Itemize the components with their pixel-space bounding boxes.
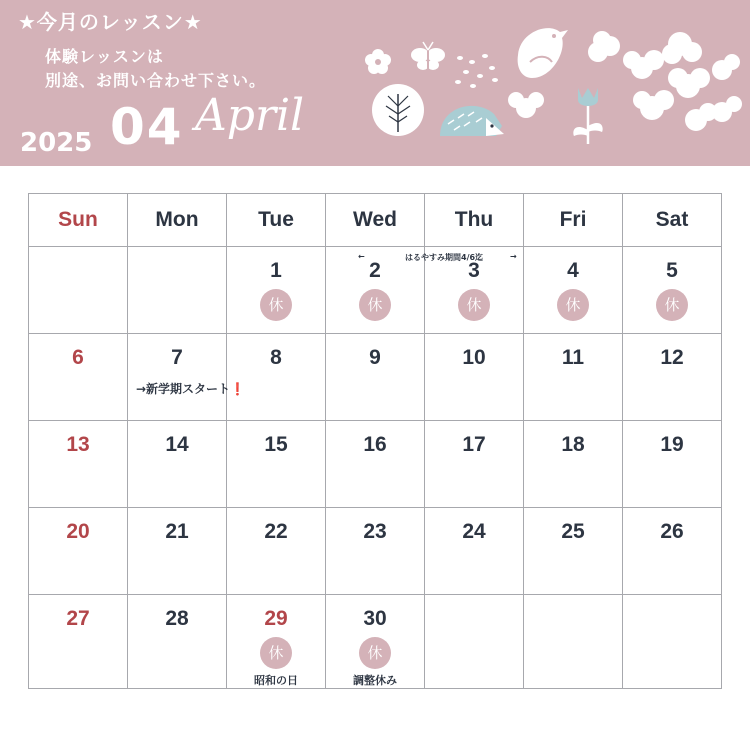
weekday-header-row	[29, 194, 722, 247]
day-number: 18	[561, 433, 585, 456]
day-number: 11	[561, 346, 585, 369]
day-number: 8	[270, 346, 282, 369]
bird-icon	[518, 28, 568, 78]
day-number: 1	[270, 259, 282, 282]
day-cell	[524, 247, 623, 334]
day-cell-empty	[524, 595, 623, 689]
day-cell	[227, 508, 326, 595]
day-number: 10	[462, 346, 486, 369]
day-cell	[326, 595, 425, 689]
day-cell-empty	[425, 595, 524, 689]
lesson-title: ★今月のレッスン★	[18, 10, 203, 34]
trial-note-line-1: 体験レッスンは	[45, 47, 164, 66]
weekday-header: Thu	[425, 194, 524, 247]
calendar-header	[0, 0, 750, 166]
seeds-icon	[455, 54, 498, 88]
day-number: 26	[660, 520, 684, 543]
day-cell	[227, 421, 326, 508]
day-cell	[623, 334, 722, 421]
closed-day-badge: 休	[656, 289, 688, 321]
day-number: 2	[369, 259, 381, 282]
day-number: 17	[462, 433, 486, 456]
holiday-name: 昭和の日	[254, 674, 298, 687]
day-number: 20	[66, 520, 90, 543]
month-number: 04	[110, 98, 184, 156]
day-number: 22	[264, 520, 288, 543]
day-number: 27	[66, 607, 90, 630]
day-number: 7	[171, 346, 183, 369]
day-cell	[524, 508, 623, 595]
day-cell	[623, 421, 722, 508]
weekday-header: Wed	[326, 194, 425, 247]
day-cell-empty	[623, 595, 722, 689]
day-number: 14	[165, 433, 189, 456]
weekday-header: Tue	[227, 194, 326, 247]
day-cell	[623, 247, 722, 334]
arrow-right-icon: →	[510, 252, 517, 261]
day-cell	[128, 508, 227, 595]
day-cell	[326, 508, 425, 595]
week-row	[29, 421, 722, 508]
day-number: 25	[561, 520, 585, 543]
day-cell-empty	[128, 247, 227, 334]
week-row	[29, 247, 722, 334]
arrow-left-icon: ←	[358, 252, 365, 261]
weekday-header: Sat	[623, 194, 722, 247]
holiday-name: 調整休み	[353, 674, 397, 687]
day-cell	[29, 508, 128, 595]
day-cell	[326, 421, 425, 508]
day-number: 13	[66, 433, 90, 456]
day-number: 28	[165, 607, 189, 630]
week-row	[29, 508, 722, 595]
day-cell	[524, 334, 623, 421]
year-label: 2025	[20, 128, 93, 158]
day-number: 30	[363, 607, 387, 630]
week-row	[29, 334, 722, 421]
weekday-header: Sun	[29, 194, 128, 247]
calendar-grid	[28, 193, 722, 689]
exclamation-icon: ❗	[230, 382, 246, 396]
day-cell	[623, 508, 722, 595]
day-number: 6	[72, 346, 84, 369]
day-number: 29	[264, 607, 288, 630]
day-cell	[29, 334, 128, 421]
day-number: 23	[363, 520, 387, 543]
flower-icon	[365, 49, 391, 74]
day-cell	[29, 421, 128, 508]
day-number: 24	[462, 520, 486, 543]
closed-day-badge: 休	[260, 637, 292, 669]
day-cell	[128, 334, 246, 421]
closed-day-badge: 休	[260, 289, 292, 321]
butterfly-icon	[411, 42, 445, 70]
trial-note-line-2: 別途、お問い合わせ下さい。	[45, 71, 267, 90]
weekday-header: Fri	[524, 194, 623, 247]
day-cell	[326, 334, 425, 421]
day-cell-empty	[29, 247, 128, 334]
spring-break-label: はるやすみ期間4/6迄	[405, 253, 484, 262]
day-number: 5	[666, 259, 678, 282]
day-number: 4	[567, 259, 579, 282]
closed-day-badge: 休	[458, 289, 490, 321]
day-number: 16	[363, 433, 387, 456]
day-cell	[128, 421, 227, 508]
day-cell	[425, 334, 524, 421]
week-row	[29, 595, 722, 689]
day-cell	[227, 595, 326, 689]
closed-day-badge: 休	[359, 289, 391, 321]
day-cell	[128, 595, 227, 689]
spring-decorations	[340, 0, 750, 166]
day-cell	[227, 247, 326, 334]
closed-day-badge: 休	[557, 289, 589, 321]
day-number: 3	[468, 259, 480, 282]
day-cell	[227, 334, 326, 421]
day-cell	[29, 595, 128, 689]
new-term-text: →新学期スタート	[136, 382, 231, 396]
new-term-note	[136, 380, 245, 397]
day-number: 15	[264, 433, 288, 456]
day-cell	[425, 508, 524, 595]
tulip-icon	[573, 88, 602, 144]
day-number: 12	[660, 346, 684, 369]
hedgehog-icon	[440, 106, 504, 136]
month-name: April	[195, 90, 305, 141]
day-cell	[524, 421, 623, 508]
weekday-header: Mon	[128, 194, 227, 247]
day-number: 19	[660, 433, 684, 456]
tree-icon	[372, 84, 424, 136]
day-number: 9	[369, 346, 381, 369]
closed-day-badge: 休	[359, 637, 391, 669]
day-number: 21	[165, 520, 189, 543]
day-cell	[425, 421, 524, 508]
